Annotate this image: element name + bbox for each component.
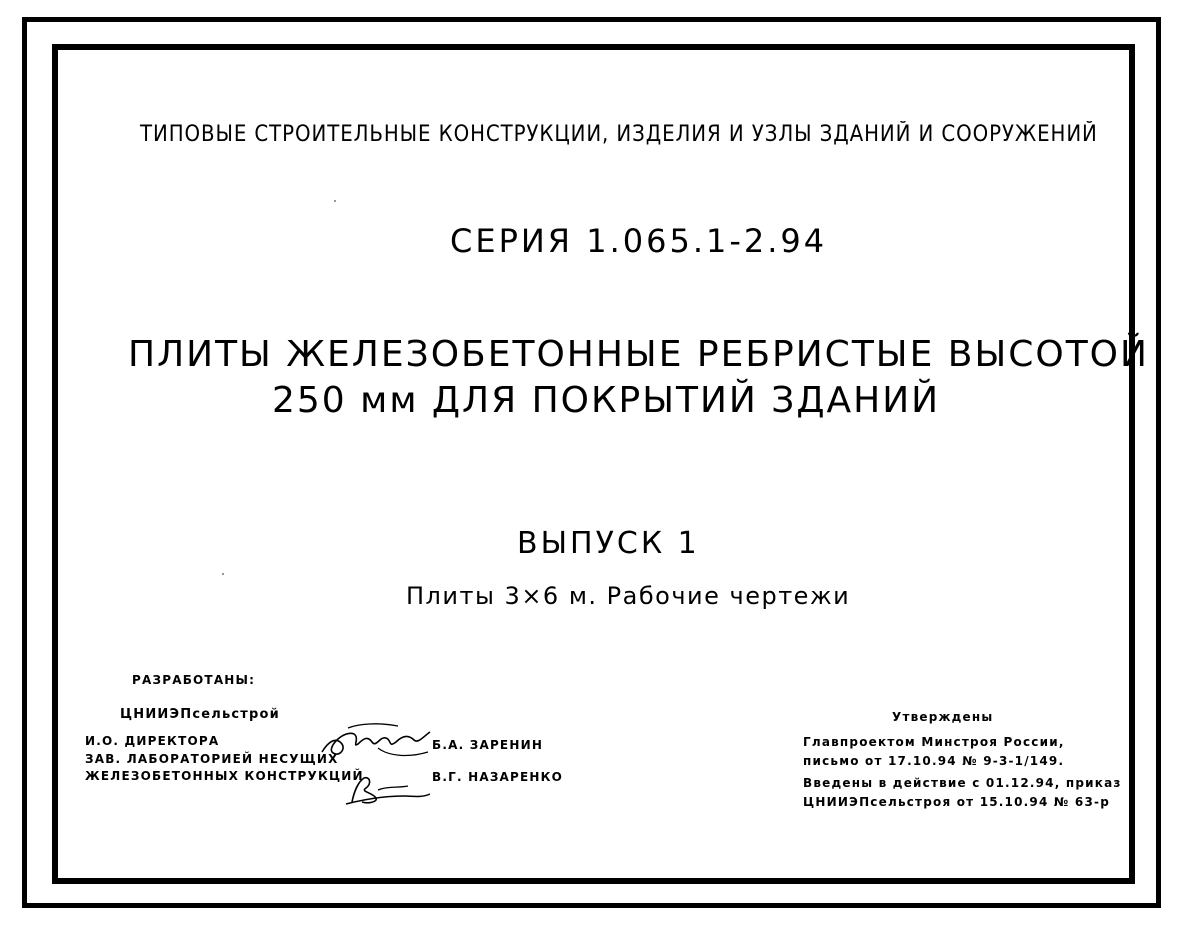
approval-line-2: письмо от 17.10.94 № 9-3-1/149. bbox=[803, 754, 1065, 768]
developed-label: РАЗРАБОТАНЫ: bbox=[132, 673, 256, 687]
signatory-name-2: В.Г. НАЗАРЕНКО bbox=[432, 770, 564, 784]
subtitle: Плиты 3×6 м. Рабочие чертежи bbox=[406, 582, 851, 610]
issue-number: ВЫПУСК 1 bbox=[517, 526, 700, 561]
position-line-3: ЖЕЛЕЗОБЕТОННЫХ КОНСТРУКЦИЙ bbox=[85, 769, 364, 783]
approval-line-3: Введены в действие с 01.12.94, приказ bbox=[803, 776, 1122, 790]
approval-line-1: Главпроектом Минстроя России, bbox=[803, 735, 1065, 749]
position-line-2: ЗАВ. ЛАБОРАТОРИЕЙ НЕСУЩИХ bbox=[85, 752, 339, 766]
developer-organization: ЦНИИЭПсельстрой bbox=[120, 707, 280, 722]
speck bbox=[334, 200, 336, 202]
speck bbox=[222, 573, 224, 575]
series-number: СЕРИЯ 1.065.1-2.94 bbox=[450, 222, 828, 260]
position-line-1: И.О. ДИРЕКТОРА bbox=[85, 734, 220, 748]
approval-line-4: ЦНИИЭПсельстроя от 15.10.94 № 63-р bbox=[803, 795, 1110, 809]
header-line: ТИПОВЫЕ СТРОИТЕЛЬНЫЕ КОНСТРУКЦИИ, ИЗДЕЛИЯ И УЗЛЫ ЗДАНИЙ И СООРУЖЕНИЙ bbox=[140, 122, 1098, 147]
title-line-2: 250 мм ДЛЯ ПОКРЫТИЙ ЗДАНИЙ bbox=[272, 380, 941, 421]
signature-1 bbox=[318, 722, 438, 764]
signatory-name-1: Б.А. ЗАРЕНИН bbox=[432, 738, 544, 752]
title-line-1: ПЛИТЫ ЖЕЛЕЗОБЕТОННЫЕ РЕБРИСТЫЕ ВЫСОТОЙ bbox=[128, 334, 1149, 375]
signature-2 bbox=[342, 772, 434, 810]
approved-label: Утверждены bbox=[892, 710, 994, 724]
